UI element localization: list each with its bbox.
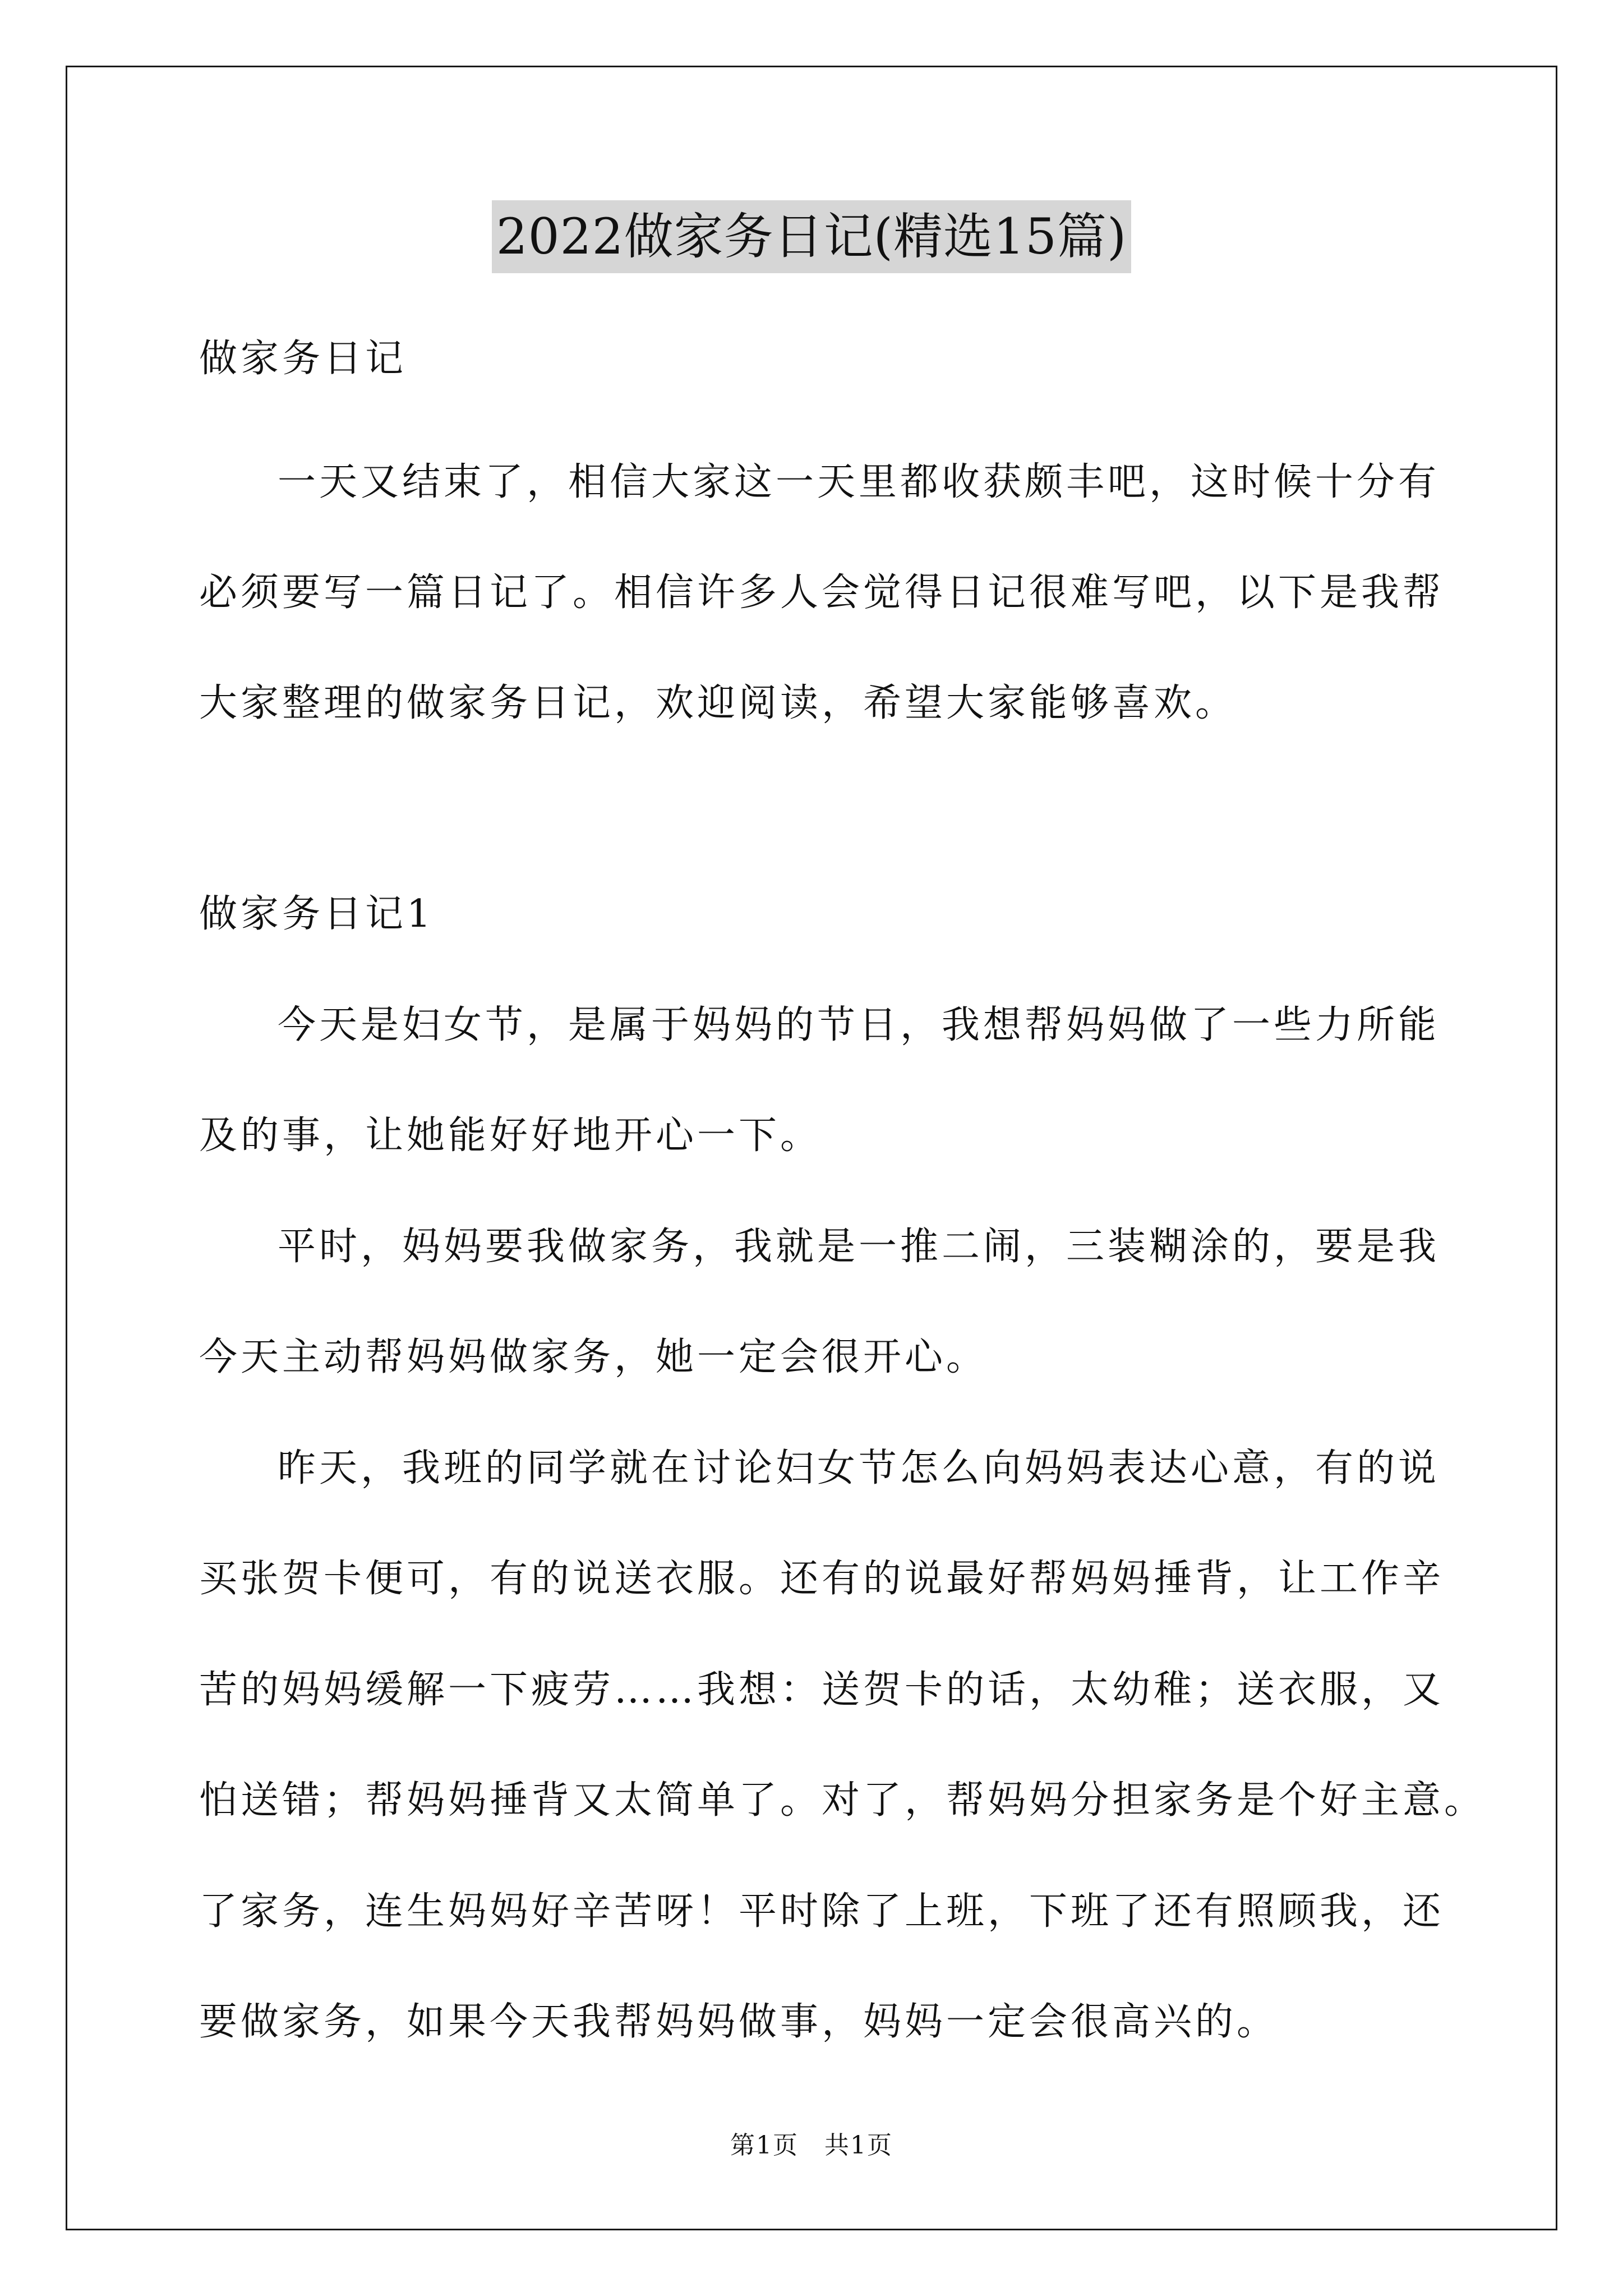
section-heading: 做家务日记: [199, 337, 407, 381]
paragraph-line: 今天主动帮妈妈做家务，她一定会很开心。: [199, 1335, 988, 1379]
title-container: [0, 200, 1623, 273]
paragraph-line: 苦的妈妈缓解一下疲劳……我想：送贺卡的话，太幼稚；送衣服，又: [199, 1668, 1445, 1712]
paragraph-line: 必须要写一篇日记了。相信许多人会觉得日记很难写吧，以下是我帮: [199, 570, 1445, 615]
paragraph-line: 买张贺卡便可，有的说送衣服。还有的说最好帮妈妈捶背，让工作辛: [199, 1557, 1445, 1601]
paragraph-line: 今天是妇女节，是属于妈妈的节日，我想帮妈妈做了一些力所能: [278, 1003, 1440, 1047]
paragraph-line: 平时，妈妈要我做家务，我就是一推二闹，三装糊涂的，要是我: [278, 1225, 1440, 1269]
paragraph-line: 大家整理的做家务日记，欢迎阅读，希望大家能够喜欢。: [199, 681, 1237, 725]
section-heading: 做家务日记1: [199, 892, 435, 936]
paragraph-line: 了家务，连生妈妈好辛苦呀！平时除了上班，下班了还有照顾我，还: [199, 1889, 1445, 1934]
document-title: 2022做家务日记(精选15篇): [492, 200, 1132, 273]
paragraph-line: 要做家务，如果今天我帮妈妈做事，妈妈一定会很高兴的。: [199, 2000, 1279, 2044]
paragraph-line: 怕送错；帮妈妈捶背又太简单了。对了，帮妈妈分担家务是个好主意。: [199, 1778, 1486, 1823]
paragraph-line: 一天又结束了，相信大家这一天里都收获颇丰吧，这时候十分有: [278, 460, 1440, 504]
page-footer: 第1页 共1页: [730, 2131, 893, 2160]
paragraph-line: 昨天，我班的同学就在讨论妇女节怎么向妈妈表达心意，有的说: [278, 1446, 1440, 1490]
paragraph-line: 及的事，让她能好好地开心一下。: [199, 1114, 822, 1158]
